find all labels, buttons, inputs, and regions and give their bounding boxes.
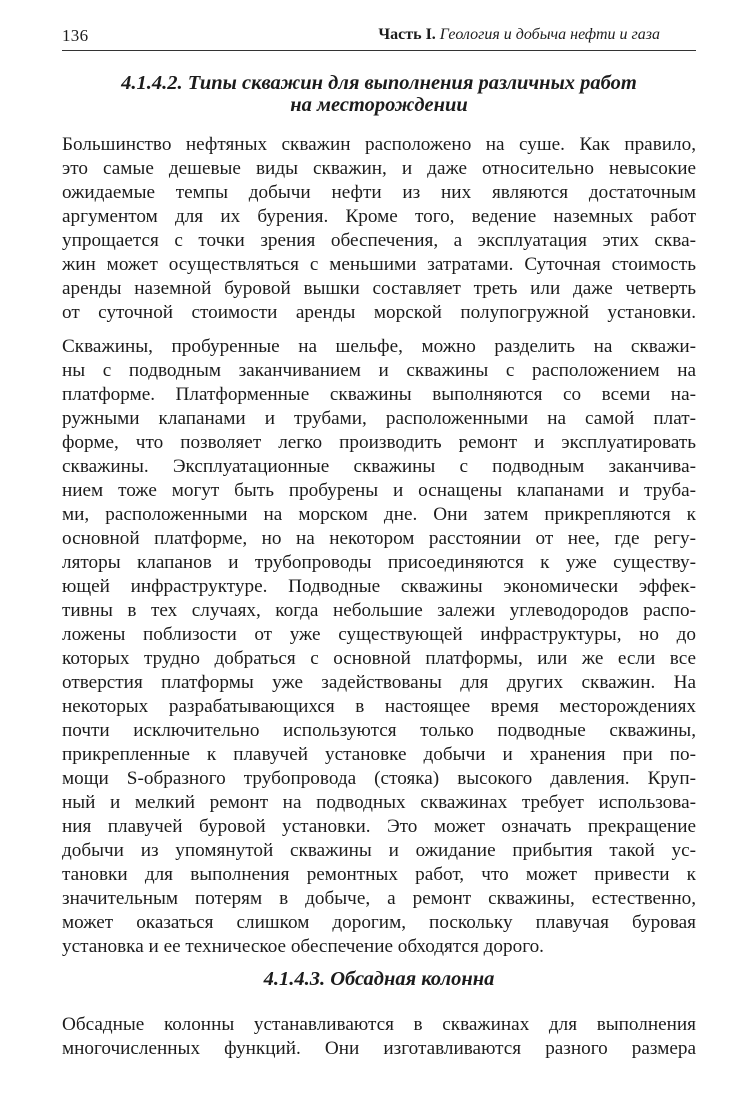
paragraph-3-line: многочисленных функций. Они изготавливаются разного размера — [62, 1038, 696, 1059]
paragraph-1-line: аргументом для их бурения. Кроме того, ведение наземных работ — [62, 206, 696, 227]
paragraph-2-line: тановки для выполнения ремонтных работ, что может привести к — [62, 864, 696, 885]
header-topic: Геология и добыча нефти и газа — [439, 26, 660, 43]
paragraph-3-line: Обсадные колонны устанавливаются в скважинах для выполнения — [62, 1014, 696, 1035]
paragraph-2-line: ны с подводным заканчиванием и скважины с расположением на — [62, 360, 696, 381]
paragraph-2-line: значительным потерям в добыче, а ремонт скважины, естественно, — [62, 888, 696, 909]
paragraph-2-line: скважины. Эксплуатационные скважины с подводным заканчива- — [62, 456, 696, 477]
paragraph-2-line: форме, что позволяет легко производить ремонт и эксплуатировать — [62, 432, 696, 453]
paragraph-2-line: ющей инфраструктуре. Подводные скважины экономически эффек- — [62, 576, 696, 597]
paragraph-2-line: ния плавучей буровой установки. Это может означать прекращение — [62, 816, 696, 837]
paragraph-2-line: Скважины, пробуренные на шельфе, можно разделить на скважи- — [62, 336, 696, 357]
paragraph-2-line: ложены поблизости от уже существующей инфраструктуры, но до — [62, 624, 696, 645]
section-heading-line: 4.1.4.2. Типы скважин для выполнения различных работ — [121, 72, 637, 94]
paragraph-2-line: прикрепленные к плавучей установке добычи и хранения при по- — [62, 744, 696, 765]
paragraph-2-line: установка и ее техническое обеспечение обходятся дорого. — [62, 936, 544, 957]
running-header-title — [378, 26, 660, 44]
paragraph-2-line: добычи из упомянутой скважины и ожидание прибытия такой ус- — [62, 840, 696, 861]
paragraph-2-line: нием тоже могут быть пробурены и оснащены клапанами и труба- — [62, 480, 696, 501]
section-heading-line: на месторождении — [290, 94, 468, 116]
paragraph-2-line: отверстия платформы уже задействованы для других скважин. На — [62, 672, 696, 693]
paragraph-2-line: платформе. Платформенные скважины выполняются со всеми на- — [62, 384, 696, 405]
paragraph-1-line: упрощается с точки зрения обеспечения, а эксплуатация этих сква- — [62, 230, 696, 251]
paragraph-1-line: от суточной стоимости аренды морской полупогружной установки. — [62, 302, 696, 323]
paragraph-2-line: может оказаться слишком дорогим, поскольку плавучая буровая — [62, 912, 696, 933]
paragraph-1-line: ожидаемые темпы добычи нефти из них являются достаточным — [62, 182, 696, 203]
paragraph-2-line: ми, расположенными на морском дне. Они затем прикрепляются к — [62, 504, 696, 525]
paragraph-2-line: которых трудно добраться с основной платформы, или же если все — [62, 648, 696, 669]
paragraph-1-line: Большинство нефтяных скважин расположено на суше. Как правило, — [62, 134, 696, 155]
page-number: 136 — [62, 26, 89, 45]
paragraph-2-line: мощи S-образного трубопровода (стояка) высокого давления. Круп- — [62, 768, 696, 789]
paragraph-1-line: аренды наземной буровой вышки составляет треть или даже четверть — [62, 278, 696, 299]
paragraph-2-line: ружными клапанами и трубами, расположенными на самой плат- — [62, 408, 696, 429]
paragraph-2-line: почти исключительно используются только подводные скважины, — [62, 720, 696, 741]
paragraph-1-line: жин может осуществляться с меньшими затратами. Суточная стоимость — [62, 254, 696, 275]
running-header — [62, 24, 696, 51]
section-heading-4-1-4-2 — [62, 72, 696, 116]
section-heading-4-1-4-3: 4.1.4.3. Обсадная колонна — [263, 968, 495, 990]
paragraph-2-line: основной платформе, но на некотором расстоянии от нее, где регу- — [62, 528, 696, 549]
paragraph-2-line: ный и мелкий ремонт на подводных скважинах требует использова- — [62, 792, 696, 813]
header-part: Часть I. — [378, 26, 436, 43]
paragraph-2-line: ляторы клапанов и трубопроводы присоединяются к уже существу- — [62, 552, 696, 573]
paragraph-2-line: некоторых разрабатывающихся в настоящее время месторождениях — [62, 696, 696, 717]
paragraph-1-line: это самые дешевые виды скважин, и даже относительно невысокие — [62, 158, 696, 179]
paragraph-2-line: тивны в тех случаях, когда небольшие залежи углеводородов распо- — [62, 600, 696, 621]
